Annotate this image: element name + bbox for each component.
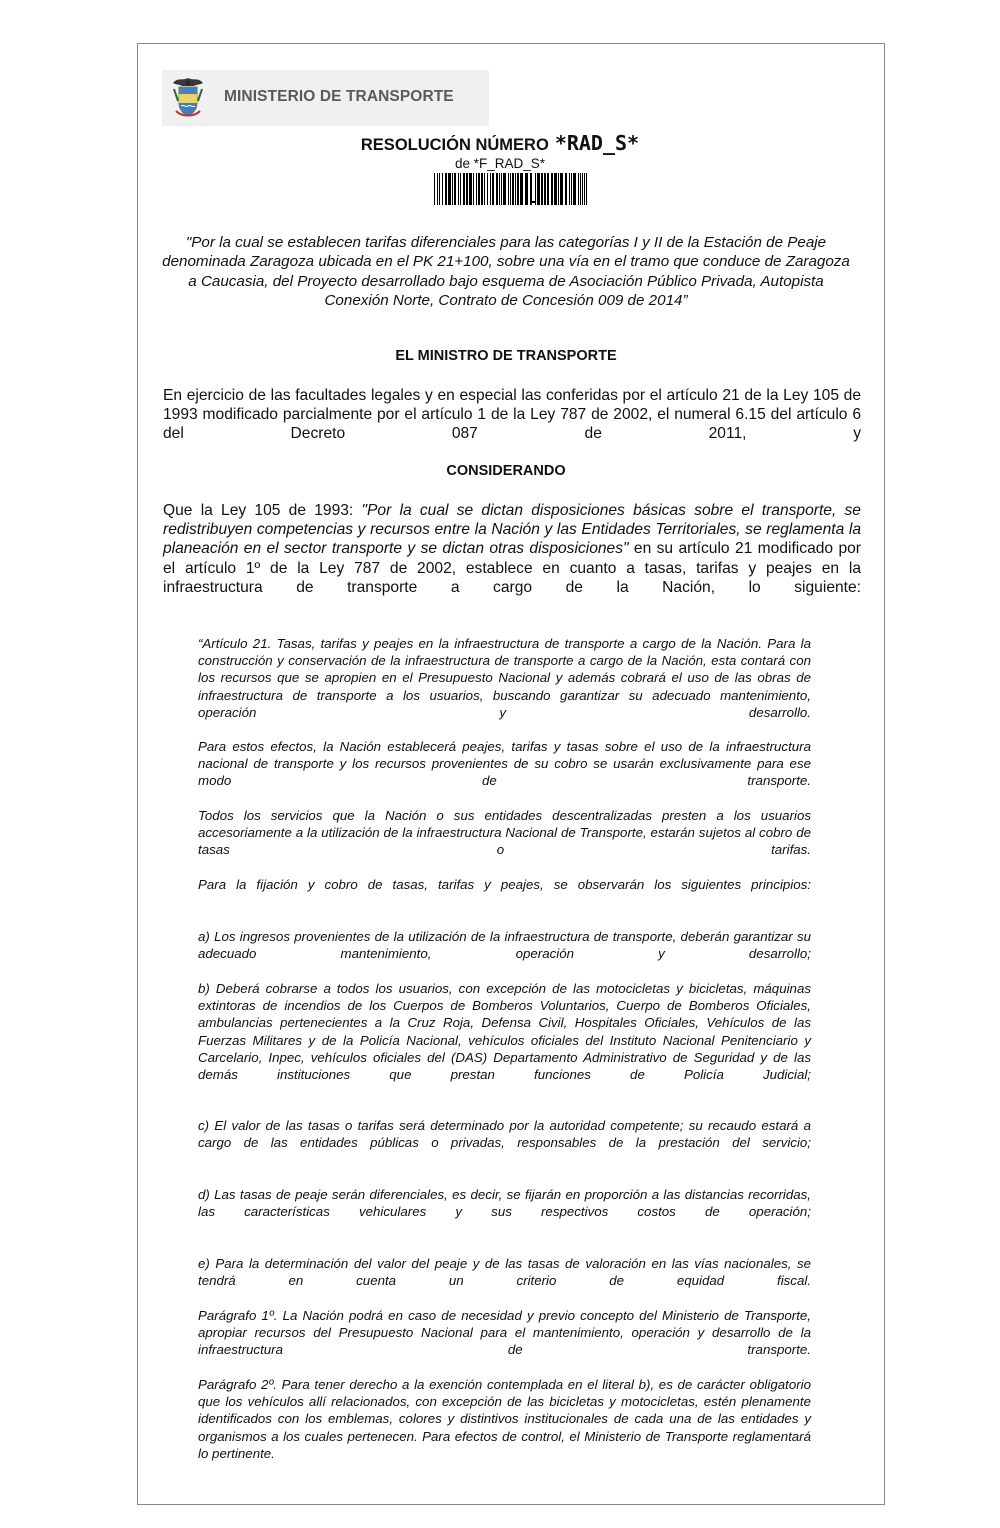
resolution-number: *RAD_S* <box>554 131 640 155</box>
coat-of-arms-logo <box>170 75 206 119</box>
barcode-bar <box>515 173 516 205</box>
barcode-bar <box>547 173 549 205</box>
barcode-bar <box>517 173 519 205</box>
barcode-bar <box>466 173 468 205</box>
resolution-title <box>0 131 1000 155</box>
barcode-bar <box>569 173 570 205</box>
barcode-bar <box>490 173 491 205</box>
barcode-bar <box>492 173 494 205</box>
barcode-bar <box>510 173 511 205</box>
barcode-bar <box>463 173 465 205</box>
barcode-bar <box>573 173 576 205</box>
resolution-date: de *F_RAD_S* <box>454 156 546 171</box>
barcode-bar <box>473 173 474 205</box>
barcode-bar <box>578 173 579 205</box>
barcode-bar <box>582 173 583 205</box>
barcode-bar <box>442 173 443 205</box>
considering-heading: CONSIDERANDO <box>446 463 566 479</box>
considering-rest: en su artículo 21 modificado por el artículo 1º de la Ley 787 de 2002, establece en cuanto a tasas, tarifas y peajes en la infraestructura de transporte a cargo de la Nación, lo siguiente: <box>163 540 861 596</box>
barcode-bar <box>571 173 572 205</box>
barcode-bar <box>452 173 453 205</box>
barcode-bar <box>484 173 485 205</box>
barcode-bar <box>469 173 472 205</box>
quote-paragraph-2: Para estos efectos, la Nación establecerá peajes, tarifas y tasas sobre el uso de la infraestructura nacional de transporte y los recursos provenientes de su cobro se usarán exclusivamente para ese modo de transporte. <box>198 739 811 789</box>
barcode-bar <box>437 173 438 205</box>
quote-paragraph-11: Parágrafo 2º. Para tener derecho a la exención contemplada en el literal b), es de carácter obligatorio que los vehículos allí relacionados, con excepción de las bicicletas y motocicletas, estén plenamente identificados con los emblemas, colores y distintivos institucionales de cada una de las entidades y organismos a los cuales pertenecen. Para efectos de control, el Ministerio de Transporte reglamentará lo pertinente. <box>198 1377 811 1461</box>
quote-paragraph-5: a) Los ingresos provenientes de la utilización de la infraestructura de transporte, deberán garantizar su adecuado mantenimiento, operación y desarrollo; <box>198 929 811 962</box>
barcode-bar <box>478 173 480 205</box>
law-title: "Por la cual se dictan disposiciones básicas sobre el transporte, se redistribuyen competencias y recursos entre la Nación y las Entidades Territoriales, se reglamenta la planeación en el sector transporte y se dictan otras disposiciones" <box>163 502 861 558</box>
barcode-bar <box>512 173 514 205</box>
barcode-bar <box>476 173 477 205</box>
ministry-name: MINISTERIO DE TRANSPORTE <box>224 88 454 105</box>
quote-paragraph-1: “Artículo 21. Tasas, tarifas y peajes en la infraestructura de transporte a cargo de la Nación. Para la construcción y conservación de la infraestructura de transporte a cargo de la Nación, esta contará con los recursos que se apropien en el Presupuesto Nacional y además cobrará el uso de las obras de infraestructura de transporte a los usuarios, buscando garantizar su adecuado mantenimiento, operación y desarrollo. <box>198 636 811 720</box>
barcode-bar <box>434 173 435 205</box>
barcode-bar <box>580 173 581 205</box>
resolution-label: RESOLUCIÓN NÚMERO <box>360 136 549 154</box>
barcode-bar <box>445 173 447 205</box>
barcode-bar <box>530 173 532 205</box>
barcode-bar <box>501 173 502 205</box>
barcode-bar <box>541 173 543 205</box>
barcode-bar <box>551 173 553 205</box>
barcode-bar <box>448 173 451 205</box>
barcode-bar <box>584 173 585 205</box>
exercise-paragraph: En ejercicio de las facultades legales y en especial las conferidas por el artículo 21 de la Ley 105 de 1993 modificado parcialmente por el artículo 1 de la Ley 787 de 2002, el numeral 6.15 del artículo 6 del Decreto 087 de 2011, y <box>163 387 861 443</box>
barcode-image <box>434 173 588 205</box>
barcode-bar <box>503 173 506 205</box>
barcode-bar <box>544 173 546 205</box>
barcode-bar <box>458 173 459 205</box>
barcode-bar <box>558 173 559 205</box>
quote-paragraph-7: c) El valor de las tasas o tarifas será determinado por la autoridad competente; su recaudo estará a cargo de las entidades públicas o privadas, responsables de la prestación del servicio; <box>198 1118 811 1151</box>
quote-paragraph-10: Parágrafo 1º. La Nación podrá en caso de necesidad y previo concepto del Ministerio de Transporte, apropiar recursos del Presupuesto Nacional para el mantenimiento, operación y desarrollo de la infraestructura de transporte. <box>198 1308 811 1358</box>
barcode-bar <box>525 173 528 205</box>
authority-heading: EL MINISTRO DE TRANSPORTE <box>395 348 617 364</box>
barcode-bar <box>439 173 440 205</box>
barcode-bar <box>537 173 540 205</box>
barcode-bar <box>586 173 587 205</box>
barcode-bar <box>508 173 509 205</box>
resolution-subject: "Por la cual se establecen tarifas diferenciales para las categorías I y II de la Estación de Peaje denominada Zaragoza ubicada en el PK 21+100, sobre una vía en el tramo que conduce de Zaragoza a Caucasia, del Proyecto desarrollado bajo esquema de Asociación Público Privada, Autopista Conexión Norte, Contrato de Concesión 009 de 2014” <box>162 234 850 309</box>
barcode-bar <box>554 173 557 205</box>
barcode-bar <box>520 173 523 205</box>
barcode-bar <box>460 173 461 205</box>
quote-paragraph-3: Todos los servicios que la Nación o sus entidades descentralizadas presten a los usuarios accesoriamente a la utilización de la infraestructura Nacional de Transporte, estarán sujetos al cobro de tasas o tarifas. <box>198 808 811 858</box>
considering-intro: Que la Ley 105 de 1993: <box>163 502 362 519</box>
barcode-bar <box>499 173 500 205</box>
quote-paragraph-4: Para la fijación y cobro de tasas, tarifas y peajes, se observarán los siguientes principios: <box>198 877 811 892</box>
barcode-bar <box>535 173 536 205</box>
barcode-bar <box>487 173 488 205</box>
quote-paragraph-8: d) Las tasas de peaje serán diferenciales, es decir, se fijarán en proporción a las distancias recorridas, las características vehiculares y sus respectivos costos de operación; <box>198 1187 811 1220</box>
barcode-bar <box>496 173 498 205</box>
barcode-bar <box>454 173 456 205</box>
barcode-underscore <box>530 201 536 203</box>
quote-paragraph-9: e) Para la determinación del valor del peaje y de las tasas de valoración en las vías nacionales, se tendrá en cuenta un criterio de equidad fiscal. <box>198 1256 811 1289</box>
barcode-bar <box>560 173 563 205</box>
quote-paragraph-6: b) Deberá cobrarse a todos los usuarios, con excepción de las motocicletas y bicicletas, máquinas extintoras de incendios de los Cuerpos de Bomberos Voluntarios, Cuerpo de Bomberos Oficiales, ambulancias pertenecientes a la Cruz Roja, Defensa Civil, Hospitales Oficiales, Vehículos de las Fuerzas Militares y de la Policía Nacional, vehículos oficiales del Instituto Nacional Penitenciario y Carcelario, Inpec, vehículos oficiales del (DAS) Departamento Administrativo de Seguridad y de las demás instituciones que prestan funciones de Policía Judicial; <box>198 981 811 1083</box>
barcode-bar <box>481 173 483 205</box>
barcode-bar <box>565 173 567 205</box>
considering-paragraph <box>163 501 861 616</box>
